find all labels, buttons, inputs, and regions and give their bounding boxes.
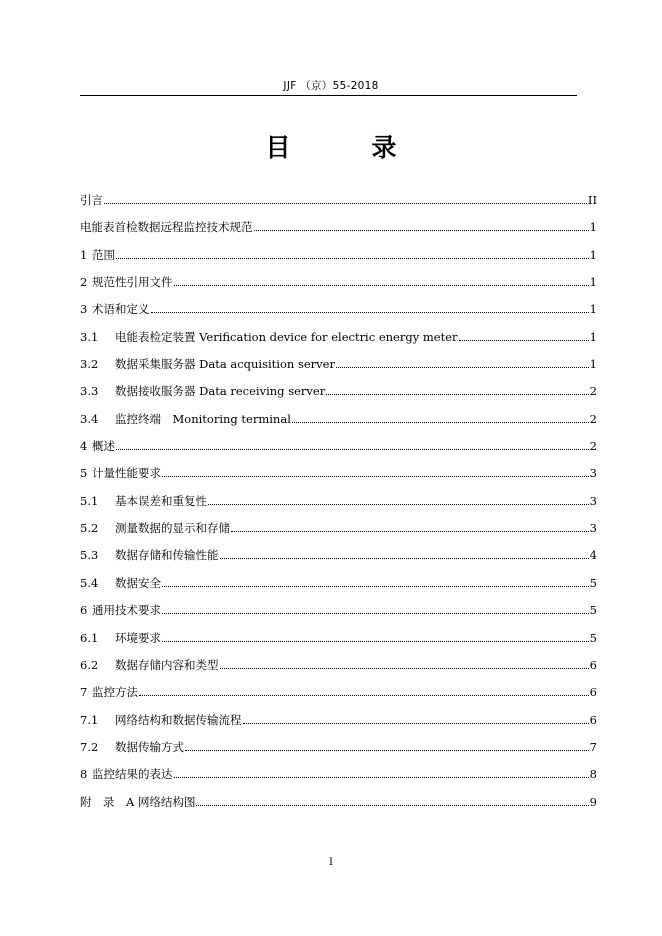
toc-entry[interactable]	[80, 329, 597, 356]
toc-entry-page: 1	[589, 220, 597, 235]
toc-entry[interactable]	[80, 602, 597, 629]
toc-entry[interactable]	[80, 274, 597, 301]
toc-entry-number: 7.1	[80, 712, 99, 727]
toc-entry[interactable]	[80, 547, 597, 574]
toc-entry-page: 5	[589, 603, 597, 618]
toc-entry-label: 概述	[92, 439, 115, 454]
toc-dot-leader	[174, 777, 589, 778]
toc-entry-number: 6	[80, 603, 88, 618]
toc-entry[interactable]	[80, 657, 597, 684]
toc-entry-label: 电能表检定装置 Verification device for electric energy meter	[115, 329, 458, 344]
toc-entry-label: 网络结构和数据传输流程	[115, 712, 242, 727]
toc-entry-label: 数据采集服务器 Data acquisition server	[115, 357, 335, 372]
toc-entry-page: 3	[589, 521, 597, 536]
toc-entry-number: 5.3	[80, 548, 99, 563]
toc-entry-number: 3.4	[80, 411, 99, 426]
toc-entry-page: 1	[589, 357, 597, 372]
toc-dot-leader	[162, 613, 589, 614]
toc-entry[interactable]	[80, 247, 597, 274]
toc-entry-number: 6.2	[80, 657, 99, 672]
toc-entry[interactable]	[80, 219, 597, 246]
toc-entry-label: 附 录 A 网络结构图	[80, 794, 196, 809]
toc-dot-leader	[116, 258, 589, 259]
toc-entry-label: 监控结果的表达	[92, 767, 173, 782]
toc-entry-page: 2	[589, 411, 597, 426]
page-title: 目 录	[265, 133, 425, 162]
toc-entry-label: 数据存储和传输性能	[115, 548, 219, 563]
toc-entry-label: 规范性引用文件	[92, 275, 173, 290]
toc-dot-leader	[336, 367, 589, 368]
toc-entry-number: 2	[80, 275, 88, 290]
toc-entry-label: 引言	[80, 193, 103, 207]
toc-entry[interactable]	[80, 493, 597, 520]
toc-entry[interactable]	[80, 739, 597, 766]
toc-dot-leader	[208, 504, 589, 505]
toc-entry-page: 4	[589, 548, 597, 563]
toc-entry-label: 术语和定义	[92, 302, 150, 317]
toc-dot-leader	[459, 340, 589, 341]
toc-dot-leader	[196, 805, 588, 806]
toc-entry[interactable]	[80, 766, 597, 793]
toc-dot-leader	[220, 558, 589, 559]
header-rule	[80, 95, 577, 96]
toc-dot-leader	[326, 394, 588, 395]
toc-dot-leader	[254, 230, 589, 231]
toc-entry-label: 监控方法	[92, 685, 138, 700]
toc-entry-page: 1	[589, 329, 597, 344]
toc-entry-page: 9	[589, 794, 597, 809]
toc-dot-leader	[220, 668, 589, 669]
page-number: I	[329, 857, 333, 868]
toc-entry-page: 2	[589, 439, 597, 454]
toc-entry[interactable]	[80, 192, 597, 219]
toc-dot-leader	[116, 449, 589, 450]
toc-entry[interactable]	[80, 411, 597, 438]
toc-entry-number: 4	[80, 439, 88, 454]
toc-entry-label: 数据传输方式	[115, 739, 184, 754]
toc-entry-page: 1	[589, 247, 597, 262]
toc-dot-leader	[162, 586, 589, 587]
toc-entry-number: 5	[80, 466, 88, 481]
toc-entry-page: II	[587, 193, 597, 207]
toc-entry-number: 1	[80, 247, 88, 262]
toc-entry-number: 6.1	[80, 630, 99, 645]
toc-entry[interactable]	[80, 575, 597, 602]
toc-dot-leader	[139, 695, 589, 696]
toc-entry-page: 1	[589, 302, 597, 317]
toc-entry-label: 范围	[92, 247, 115, 262]
toc-entry-label: 监控终端 Monitoring terminal	[115, 411, 291, 426]
toc-entry-page: 5	[589, 630, 597, 645]
toc-entry[interactable]	[80, 630, 597, 657]
toc-entry[interactable]	[80, 465, 597, 492]
toc-dot-leader	[292, 422, 589, 423]
toc-entry-page: 6	[589, 712, 597, 727]
toc-entry-page: 6	[589, 657, 597, 672]
toc-entry[interactable]	[80, 356, 597, 383]
toc-entry-page: 3	[589, 466, 597, 481]
toc-entry-number: 3.3	[80, 384, 99, 399]
toc-entry-page: 6	[589, 685, 597, 700]
toc-entry-number: 3.2	[80, 357, 99, 372]
toc-entry-page: 8	[589, 767, 597, 782]
toc-entry-number: 3	[80, 302, 88, 317]
toc-entry[interactable]	[80, 301, 597, 328]
toc-entry-label: 测量数据的显示和存储	[115, 521, 230, 536]
toc-entry-label: 基本误差和重复性	[115, 493, 207, 508]
toc-entry[interactable]	[80, 712, 597, 739]
toc-dot-leader	[104, 203, 587, 204]
toc-entry-label: 数据接收服务器 Data receiving server	[115, 384, 326, 399]
toc-entry[interactable]	[80, 520, 597, 547]
toc-entry-number: 7.2	[80, 739, 99, 754]
toc-entry-page: 2	[589, 384, 597, 399]
toc-dot-leader	[162, 641, 589, 642]
toc-entry-number: 5.4	[80, 575, 99, 590]
toc-entry[interactable]	[80, 383, 597, 410]
toc-entry-page: 1	[589, 275, 597, 290]
toc-entry-page: 7	[589, 739, 597, 754]
toc-entry-number: 5.2	[80, 521, 99, 536]
toc-entry[interactable]	[80, 794, 597, 821]
toc-dot-leader	[231, 531, 589, 532]
toc-entry-number: 5.1	[80, 493, 99, 508]
toc-entry-page: 3	[589, 493, 597, 508]
toc-entry-number: 8	[80, 767, 88, 782]
toc-entry-label: 数据存储内容和类型	[115, 657, 219, 672]
toc-entry[interactable]	[80, 684, 597, 711]
toc-dot-leader	[151, 312, 589, 313]
toc-entry[interactable]	[80, 438, 597, 465]
toc-entry-page: 5	[589, 575, 597, 590]
toc-dot-leader	[185, 750, 589, 751]
toc-entry-number: 3.1	[80, 329, 99, 344]
toc-entry-label: 数据安全	[115, 575, 161, 590]
toc-entry-label: 电能表首检数据远程监控技术规范	[80, 220, 253, 235]
toc-dot-leader	[162, 476, 589, 477]
toc-entry-number: 7	[80, 685, 88, 700]
toc-dot-leader	[174, 285, 589, 286]
toc-entry-label: 计量性能要求	[92, 466, 161, 481]
table-of-contents	[80, 192, 597, 821]
toc-entry-label: 环境要求	[115, 630, 161, 645]
page-header: JJF （京）55-2018	[283, 80, 379, 92]
toc-dot-leader	[243, 723, 589, 724]
toc-entry-label: 通用技术要求	[92, 603, 161, 618]
